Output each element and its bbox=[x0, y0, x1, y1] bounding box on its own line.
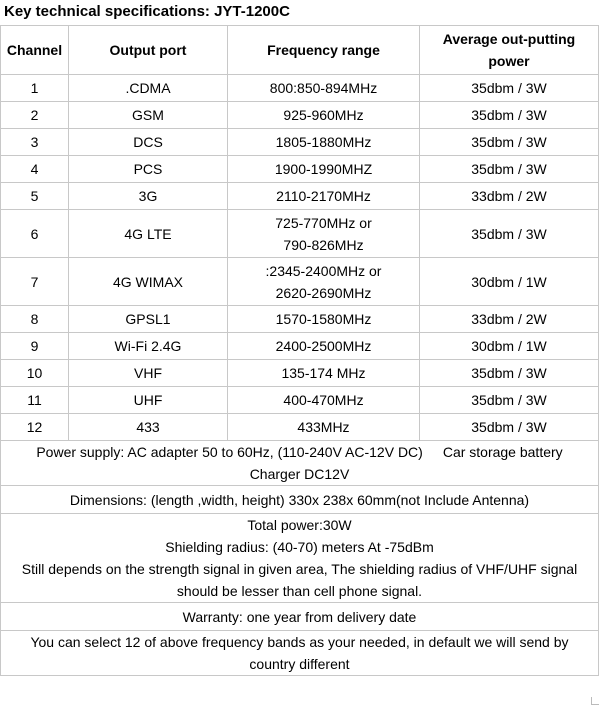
port-cell: GPSL1 bbox=[69, 306, 228, 333]
frequency-line: :2345-2400MHz or bbox=[265, 262, 382, 279]
port-cell: VHF bbox=[69, 360, 228, 387]
charger-text: Charger DC12V bbox=[249, 466, 350, 482]
port-cell: PCS bbox=[69, 156, 228, 183]
warranty-text: Warranty: one year from delivery date bbox=[182, 608, 417, 625]
frequency-line: 1805-1880MHz bbox=[275, 134, 372, 150]
channel-cell: 4 bbox=[1, 156, 69, 183]
table-row bbox=[1, 333, 599, 360]
channel-cell: 6 bbox=[1, 210, 69, 258]
frequency-cell bbox=[228, 333, 420, 360]
frequency-line: 725-770MHz or bbox=[275, 214, 372, 231]
frequency-cell bbox=[228, 183, 420, 210]
table-row bbox=[1, 102, 599, 129]
warranty-row bbox=[1, 603, 599, 631]
frequency-line: 400-470MHz bbox=[283, 392, 364, 408]
frequency-line: 2620-2690MHz bbox=[275, 284, 372, 301]
table-row bbox=[1, 129, 599, 156]
power-supply-row bbox=[1, 441, 599, 486]
frequency-cell bbox=[228, 102, 420, 129]
power-cell: 33dbm / 2W bbox=[420, 306, 599, 333]
frequency-line: 2110-2170MHz bbox=[276, 188, 371, 204]
page-title: Key technical specifications: JYT-1200C bbox=[4, 3, 290, 20]
frequency-cell bbox=[228, 306, 420, 333]
power-cell: 35dbm / 3W bbox=[420, 360, 599, 387]
power-cell: 35dbm / 3W bbox=[420, 210, 599, 258]
table-row bbox=[1, 156, 599, 183]
channel-cell: 1 bbox=[1, 75, 69, 102]
selection-text-line2: country different bbox=[249, 656, 350, 672]
table-row bbox=[1, 183, 599, 210]
power-cell: 35dbm / 3W bbox=[420, 387, 599, 414]
channel-cell: 2 bbox=[1, 102, 69, 129]
table-row bbox=[1, 75, 599, 102]
frequency-cell bbox=[228, 210, 420, 258]
frequency-cell bbox=[228, 387, 420, 414]
power-cell: 33dbm / 2W bbox=[420, 183, 599, 210]
frequency-cell bbox=[228, 258, 420, 306]
frequency-line: 925-960MHz bbox=[283, 107, 364, 123]
port-cell: .CDMA bbox=[69, 75, 228, 102]
port-cell: GSM bbox=[69, 102, 228, 129]
port-cell: DCS bbox=[69, 129, 228, 156]
port-cell: Wi-Fi 2.4G bbox=[69, 333, 228, 360]
channel-cell: 5 bbox=[1, 183, 69, 210]
port-cell: 3G bbox=[69, 183, 228, 210]
table-row bbox=[1, 210, 599, 258]
frequency-cell bbox=[228, 414, 420, 441]
header-output-port: Output port bbox=[69, 26, 228, 75]
depends-text-line1: Still depends on the strength signal in given area, The shielding radius of VHF/UHF signal bbox=[21, 561, 578, 577]
power-supply-line bbox=[3, 441, 596, 463]
frequency-line: 433MHz bbox=[297, 419, 350, 435]
table-row bbox=[1, 360, 599, 387]
power-shielding-row bbox=[1, 514, 599, 603]
frequency-line: 135-174 MHz bbox=[281, 365, 366, 381]
resize-corner-icon bbox=[591, 697, 599, 705]
channel-cell: 11 bbox=[1, 387, 69, 414]
shielding-radius-text: Shielding radius: (40-70) meters At -75dBm bbox=[165, 539, 434, 555]
frequency-cell bbox=[228, 129, 420, 156]
power-shielding-cell bbox=[1, 514, 599, 603]
power-cell: 30dbm / 1W bbox=[420, 333, 599, 360]
frequency-cell bbox=[228, 75, 420, 102]
channel-cell: 7 bbox=[1, 258, 69, 306]
channel-cell: 8 bbox=[1, 306, 69, 333]
header-frequency-range: Frequency range bbox=[228, 26, 420, 75]
table-row bbox=[1, 258, 599, 306]
channel-cell: 9 bbox=[1, 333, 69, 360]
power-cell: 35dbm / 3W bbox=[420, 156, 599, 183]
power-cell: 35dbm / 3W bbox=[420, 414, 599, 441]
power-cell: 35dbm / 3W bbox=[420, 102, 599, 129]
frequency-line: 1570-1580MHz bbox=[275, 311, 372, 327]
power-supply-cell bbox=[1, 441, 599, 486]
header-average-power: Average out-putting power bbox=[420, 26, 599, 75]
port-cell: UHF bbox=[69, 387, 228, 414]
selection-row bbox=[1, 631, 599, 676]
dimensions-row bbox=[1, 486, 599, 514]
specs-table bbox=[0, 25, 599, 676]
power-cell: 35dbm / 3W bbox=[420, 129, 599, 156]
power-cell: 30dbm / 1W bbox=[420, 258, 599, 306]
channel-cell: 10 bbox=[1, 360, 69, 387]
table-row bbox=[1, 387, 599, 414]
channel-cell: 3 bbox=[1, 129, 69, 156]
selection-cell bbox=[1, 631, 599, 676]
frequency-line: 1900-1990MHZ bbox=[274, 161, 373, 177]
total-power-text: Total power:30W bbox=[247, 517, 352, 533]
warranty-cell bbox=[1, 603, 599, 631]
frequency-line: 790-826MHz bbox=[283, 236, 364, 253]
frequency-line: 2400-2500MHz bbox=[275, 338, 372, 354]
frequency-cell bbox=[228, 360, 420, 387]
port-cell: 433 bbox=[69, 414, 228, 441]
port-cell: 4G LTE bbox=[69, 210, 228, 258]
power-cell: 35dbm / 3W bbox=[420, 75, 599, 102]
dimensions-text: Dimensions: (length ,width, height) 330x 238x 60mm(not Include Antenna) bbox=[69, 491, 530, 508]
port-cell: 4G WIMAX bbox=[69, 258, 228, 306]
channel-cell: 12 bbox=[1, 414, 69, 441]
table-row bbox=[1, 414, 599, 441]
table-header-row bbox=[1, 26, 599, 75]
selection-text-line1: You can select 12 of above frequency bands as your needed, in default we will send by bbox=[30, 634, 569, 650]
car-battery-text: Car storage battery bbox=[442, 444, 563, 460]
header-channel: Channel bbox=[1, 26, 69, 75]
depends-text-line2: should be lesser than cell phone signal. bbox=[176, 583, 423, 599]
power-supply-text: Power supply: AC adapter 50 to 60Hz, (110-240V AC-12V DC) bbox=[36, 444, 423, 460]
frequency-line: 800:850-894MHz bbox=[269, 80, 378, 96]
dimensions-cell bbox=[1, 486, 599, 514]
table-row bbox=[1, 306, 599, 333]
frequency-cell bbox=[228, 156, 420, 183]
